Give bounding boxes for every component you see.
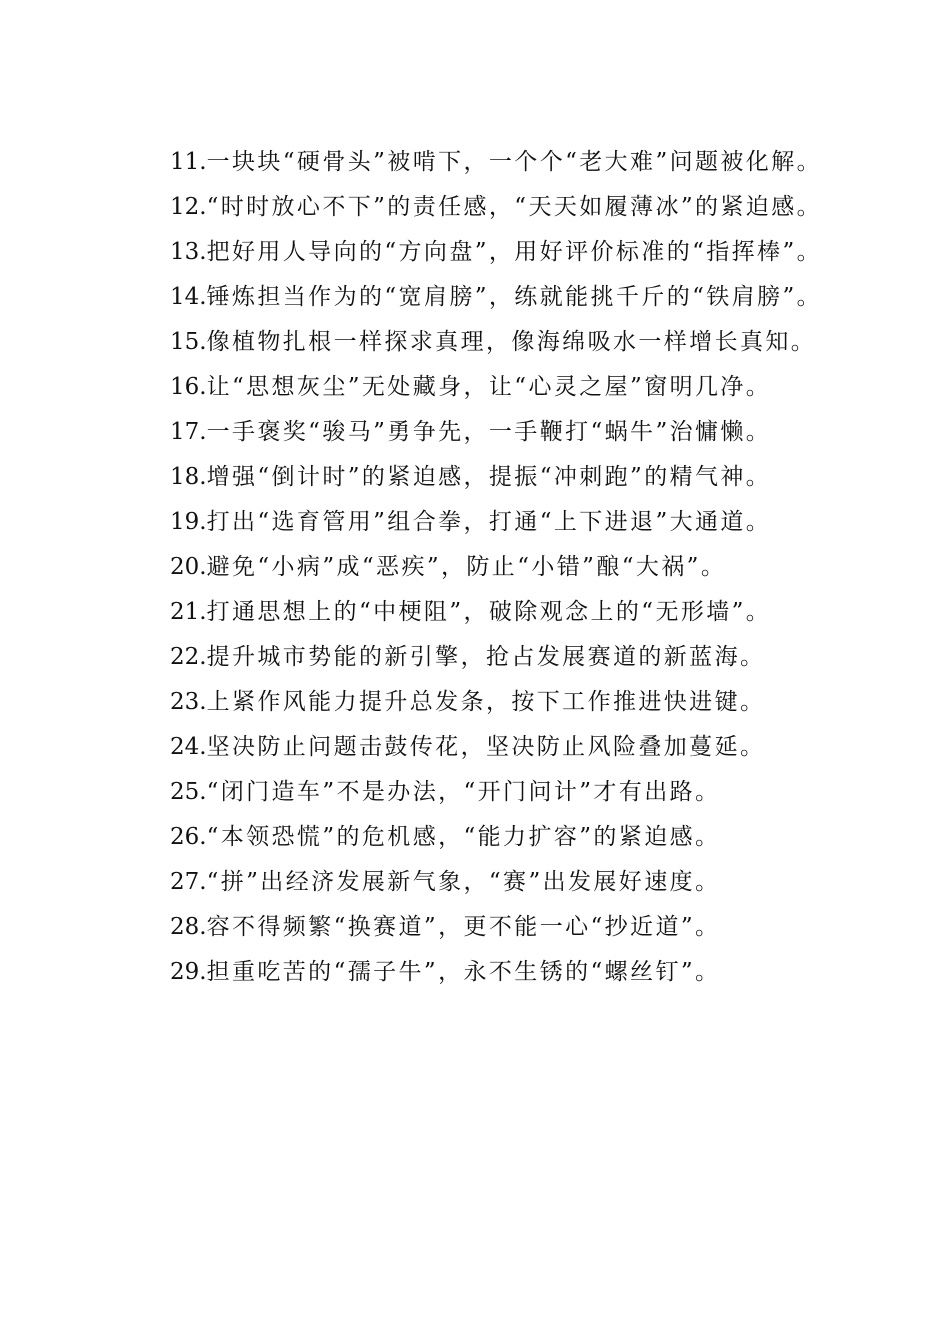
item-number: 28.	[170, 914, 207, 940]
item-text: 打出“选育管用”组合拳，打通“上下进退”大通道。	[206, 509, 772, 535]
item-text: 容不得频繁“换赛道”，更不能一心“抄近道”。	[206, 914, 721, 940]
item-text: 把好用人导向的“方向盘”，用好评价标准的“指挥棒”。	[206, 239, 823, 265]
item-text: 避免“小病”成“恶疾”，防止“小错”酿“大祸”。	[206, 554, 727, 580]
item-number: 20.	[170, 554, 207, 580]
item-text: 上紧作风能力提升总发条，按下工作推进快进键。	[206, 689, 766, 715]
item-text: 打通思想上的“中梗阻”，破除观念上的“无形墙”。	[206, 599, 772, 625]
item-text: 坚决防止问题击鼓传花，坚决防止风险叠加蔓延。	[206, 734, 766, 760]
list-item	[120, 500, 825, 545]
list-item	[120, 230, 825, 275]
item-number: 11.	[170, 149, 207, 175]
item-text: “拼”出经济发展新气象，“赛”出发展好速度。	[206, 869, 721, 895]
list-item	[120, 365, 825, 410]
item-number: 18.	[170, 464, 207, 490]
list-item	[120, 680, 825, 725]
document-body	[120, 140, 825, 995]
item-number: 29.	[170, 959, 207, 985]
item-number: 19.	[170, 509, 207, 535]
item-number: 22.	[170, 644, 207, 670]
item-number: 24.	[170, 734, 207, 760]
item-text: 担重吃苦的“孺子牛”，永不生锈的“螺丝钉”。	[206, 959, 721, 985]
item-text: 锤炼担当作为的“宽肩膀”，练就能挑千斤的“铁肩膀”。	[206, 284, 823, 310]
list-item	[120, 635, 825, 680]
list-item	[120, 320, 825, 365]
item-number: 14.	[170, 284, 207, 310]
list-item	[120, 950, 825, 995]
list-item	[120, 545, 825, 590]
item-number: 12.	[170, 194, 207, 220]
list-item	[120, 860, 825, 905]
item-number: 25.	[170, 779, 207, 805]
item-number: 13.	[170, 239, 207, 265]
item-text: 像植物扎根一样探求真理，像海绵吸水一样增长真知。	[206, 329, 817, 355]
item-text: 提升城市势能的新引擎，抢占发展赛道的新蓝海。	[206, 644, 766, 670]
list-item	[120, 410, 825, 455]
item-text: “闭门造车”不是办法，“开门问计”才有出路。	[206, 779, 721, 805]
item-number: 17.	[170, 419, 207, 445]
item-number: 27.	[170, 869, 207, 895]
list-item	[120, 770, 825, 815]
item-text: 增强“倒计时”的紧迫感，提振“冲刺跑”的精气神。	[206, 464, 772, 490]
list-item	[120, 590, 825, 635]
item-number: 15.	[170, 329, 207, 355]
item-text: “时时放心不下”的责任感，“天天如履薄冰”的紧迫感。	[206, 194, 823, 220]
list-item	[120, 905, 825, 950]
item-number: 26.	[170, 824, 207, 850]
list-item	[120, 725, 825, 770]
item-number: 16.	[170, 374, 207, 400]
item-text: 让“思想灰尘”无处藏身，让“心灵之屋”窗明几净。	[206, 374, 772, 400]
item-number: 23.	[170, 689, 207, 715]
item-text: 一手褒奖“骏马”勇争先，一手鞭打“蜗牛”治慵懒。	[206, 419, 772, 445]
list-item	[120, 140, 825, 185]
item-text: 一块块“硬骨头”被啃下，一个个“老大难”问题被化解。	[206, 149, 823, 175]
list-item	[120, 275, 825, 320]
list-item	[120, 185, 825, 230]
item-text: “本领恐慌”的危机感，“能力扩容”的紧迫感。	[206, 824, 721, 850]
list-item	[120, 815, 825, 860]
item-number: 21.	[170, 599, 207, 625]
list-item	[120, 455, 825, 500]
